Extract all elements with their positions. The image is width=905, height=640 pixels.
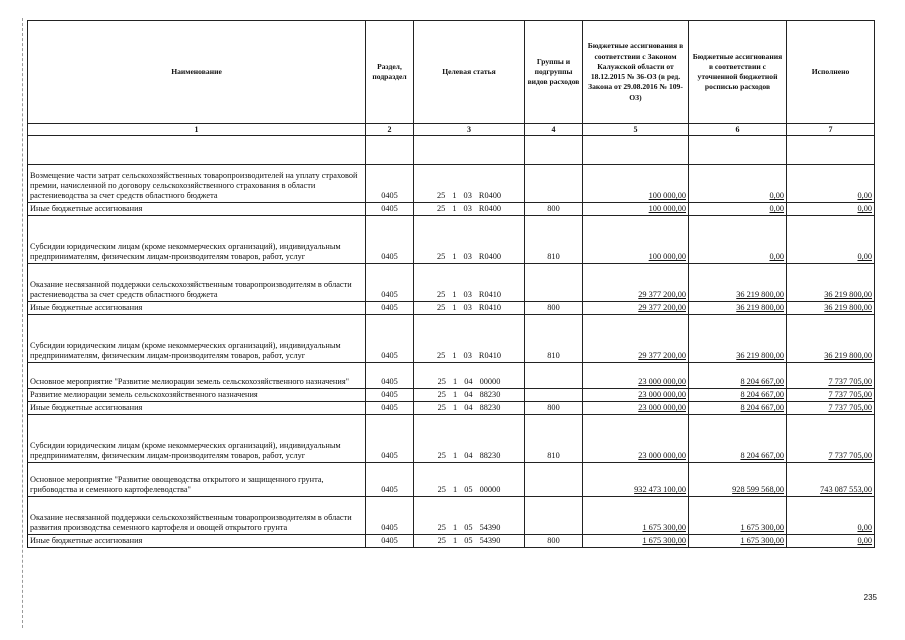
row-executed: 36 219 800,00: [787, 301, 875, 314]
col-number: 4: [525, 124, 583, 136]
row-target: 25 1 04 88230: [414, 388, 525, 401]
row-group: 800: [525, 534, 583, 547]
row-budget: 23 000 000,00: [583, 401, 689, 414]
row-name: Основное мероприятие "Развитие мелиорации земель сельскохозяйственного назначения": [28, 362, 366, 388]
table-row: [28, 496, 875, 534]
col-number: 2: [366, 124, 414, 136]
row-group: 800: [525, 301, 583, 314]
row-section: 0405: [366, 362, 414, 388]
row-name: Иные бюджетные ассигнования: [28, 401, 366, 414]
row-budget: 100 000,00: [583, 215, 689, 263]
row-target: 25 1 03 R0400: [414, 215, 525, 263]
table-row: [28, 314, 875, 362]
row-group: 810: [525, 215, 583, 263]
row-refined: 36 219 800,00: [689, 263, 787, 301]
col-number: 6: [689, 124, 787, 136]
table-row: [28, 401, 875, 414]
column-number-row: [28, 124, 875, 136]
table-row: [28, 362, 875, 388]
row-budget: 23 000 000,00: [583, 362, 689, 388]
row-name: Иные бюджетные ассигнования: [28, 534, 366, 547]
row-section: 0405: [366, 496, 414, 534]
row-executed: 0,00: [787, 215, 875, 263]
row-section: 0405: [366, 314, 414, 362]
row-group: 810: [525, 414, 583, 462]
row-group: [525, 462, 583, 496]
row-target: 25 1 03 R0400: [414, 203, 525, 216]
col-header-refined: Бюджетные ассигнования в соответствии с уточненной бюджетной росписью расходов: [689, 21, 787, 124]
row-target: 25 1 05 00000: [414, 462, 525, 496]
row-section: 0405: [366, 215, 414, 263]
row-refined: 8 204 667,00: [689, 388, 787, 401]
row-budget: 932 473 100,00: [583, 462, 689, 496]
row-target: 25 1 03 R0410: [414, 263, 525, 301]
row-group: 800: [525, 203, 583, 216]
row-target: 25 1 05 54390: [414, 534, 525, 547]
row-name: Оказание несвязанной поддержки сельскохозяйственным товаропроизводителям в области развития производства семенного картофеля и овощей открытого грунта: [28, 496, 366, 534]
row-section: 0405: [366, 462, 414, 496]
row-name: Развитие мелиорации земель сельскохозяйственного назначения: [28, 388, 366, 401]
col-number: 5: [583, 124, 689, 136]
row-budget: 100 000,00: [583, 203, 689, 216]
row-group: 810: [525, 314, 583, 362]
col-header-target: Целевая статья: [414, 21, 525, 124]
row-refined: 0,00: [689, 203, 787, 216]
col-number: 1: [28, 124, 366, 136]
table-row: [28, 203, 875, 216]
table-row: [28, 414, 875, 462]
row-name: Оказание несвязанной поддержки сельскохозяйственным товаропроизводителям в области растениеводства за счет средств областного бюджета: [28, 263, 366, 301]
row-target: 25 1 04 00000: [414, 362, 525, 388]
row-budget: 29 377 200,00: [583, 301, 689, 314]
row-target: 25 1 05 54390: [414, 496, 525, 534]
row-budget: 100 000,00: [583, 165, 689, 203]
row-budget: 29 377 200,00: [583, 314, 689, 362]
table-row: [28, 301, 875, 314]
row-refined: 36 219 800,00: [689, 301, 787, 314]
row-budget: 23 000 000,00: [583, 414, 689, 462]
row-budget: 29 377 200,00: [583, 263, 689, 301]
page-edge-line: [22, 18, 24, 628]
spacer-row: [28, 136, 875, 165]
row-name: Субсидии юридическим лицам (кроме некоммерческих организаций), индивидуальным предпринимателям, физическим лицам-производителям товаров, работ, услуг: [28, 314, 366, 362]
row-refined: 0,00: [689, 165, 787, 203]
row-section: 0405: [366, 203, 414, 216]
row-section: 0405: [366, 414, 414, 462]
row-group: [525, 496, 583, 534]
row-budget: 1 675 300,00: [583, 496, 689, 534]
row-group: [525, 165, 583, 203]
col-header-group: Группы и подгруппы видов расходов: [525, 21, 583, 124]
row-section: 0405: [366, 263, 414, 301]
row-refined: 36 219 800,00: [689, 314, 787, 362]
row-executed: 0,00: [787, 203, 875, 216]
row-refined: 1 675 300,00: [689, 496, 787, 534]
row-section: 0405: [366, 534, 414, 547]
row-refined: 8 204 667,00: [689, 401, 787, 414]
table-row: [28, 534, 875, 547]
row-executed: 36 219 800,00: [787, 263, 875, 301]
row-group: [525, 362, 583, 388]
row-group: [525, 263, 583, 301]
row-refined: 8 204 667,00: [689, 362, 787, 388]
row-budget: 1 675 300,00: [583, 534, 689, 547]
header-row: [28, 21, 875, 124]
row-refined: 8 204 667,00: [689, 414, 787, 462]
row-executed: 7 737 705,00: [787, 388, 875, 401]
col-header-executed: Исполнено: [787, 21, 875, 124]
row-section: 0405: [366, 401, 414, 414]
row-group: [525, 388, 583, 401]
row-refined: 928 599 568,00: [689, 462, 787, 496]
row-name: Иные бюджетные ассигнования: [28, 203, 366, 216]
row-section: 0405: [366, 165, 414, 203]
row-executed: 743 087 553,00: [787, 462, 875, 496]
col-header-budget: Бюджетные ассигнования в соответствии с Законом Калужской области от 18.12.2015 № 36-ОЗ (в ред. Закона от 29.08.2016 № 109-ОЗ): [583, 21, 689, 124]
row-refined: 1 675 300,00: [689, 534, 787, 547]
col-number: 7: [787, 124, 875, 136]
row-executed: 7 737 705,00: [787, 362, 875, 388]
table-row: [28, 215, 875, 263]
row-target: 25 1 03 R0410: [414, 314, 525, 362]
col-header-name: Наименование: [28, 21, 366, 124]
row-executed: 0,00: [787, 165, 875, 203]
row-target: 25 1 04 88230: [414, 414, 525, 462]
row-name: Субсидии юридическим лицам (кроме некоммерческих организаций), индивидуальным предпринимателям, физическим лицам-производителям товаров, работ, услуг: [28, 215, 366, 263]
table-row: [28, 165, 875, 203]
row-executed: 0,00: [787, 534, 875, 547]
table-row: [28, 388, 875, 401]
row-executed: 7 737 705,00: [787, 401, 875, 414]
row-executed: 7 737 705,00: [787, 414, 875, 462]
col-number: 3: [414, 124, 525, 136]
row-name: Субсидии юридическим лицам (кроме некоммерческих организаций), индивидуальным предпринимателям, физическим лицам-производителям товаров, работ, услуг: [28, 414, 366, 462]
row-name: Возмещение части затрат сельскохозяйственных товаропроизводителей на уплату страховой премии, начисленной по договору сельскохозяйственного страхования в области растениеводства за счет средств областного бюджета: [28, 165, 366, 203]
row-section: 0405: [366, 388, 414, 401]
row-target: 25 1 03 R0400: [414, 165, 525, 203]
page-number: 235: [863, 593, 877, 602]
row-executed: 36 219 800,00: [787, 314, 875, 362]
row-name: Иные бюджетные ассигнования: [28, 301, 366, 314]
row-name: Основное мероприятие "Развитие овощеводства открытого и защищенного грунта, грибоводства и семенного картофелеводства": [28, 462, 366, 496]
row-group: 800: [525, 401, 583, 414]
row-refined: 0,00: [689, 215, 787, 263]
row-target: 25 1 04 88230: [414, 401, 525, 414]
row-target: 25 1 03 R0410: [414, 301, 525, 314]
table-row: [28, 462, 875, 496]
col-header-section: Раздел, подраздел: [366, 21, 414, 124]
budget-execution-table: [27, 20, 875, 548]
row-section: 0405: [366, 301, 414, 314]
row-executed: 0,00: [787, 496, 875, 534]
row-budget: 23 000 000,00: [583, 388, 689, 401]
table-row: [28, 263, 875, 301]
